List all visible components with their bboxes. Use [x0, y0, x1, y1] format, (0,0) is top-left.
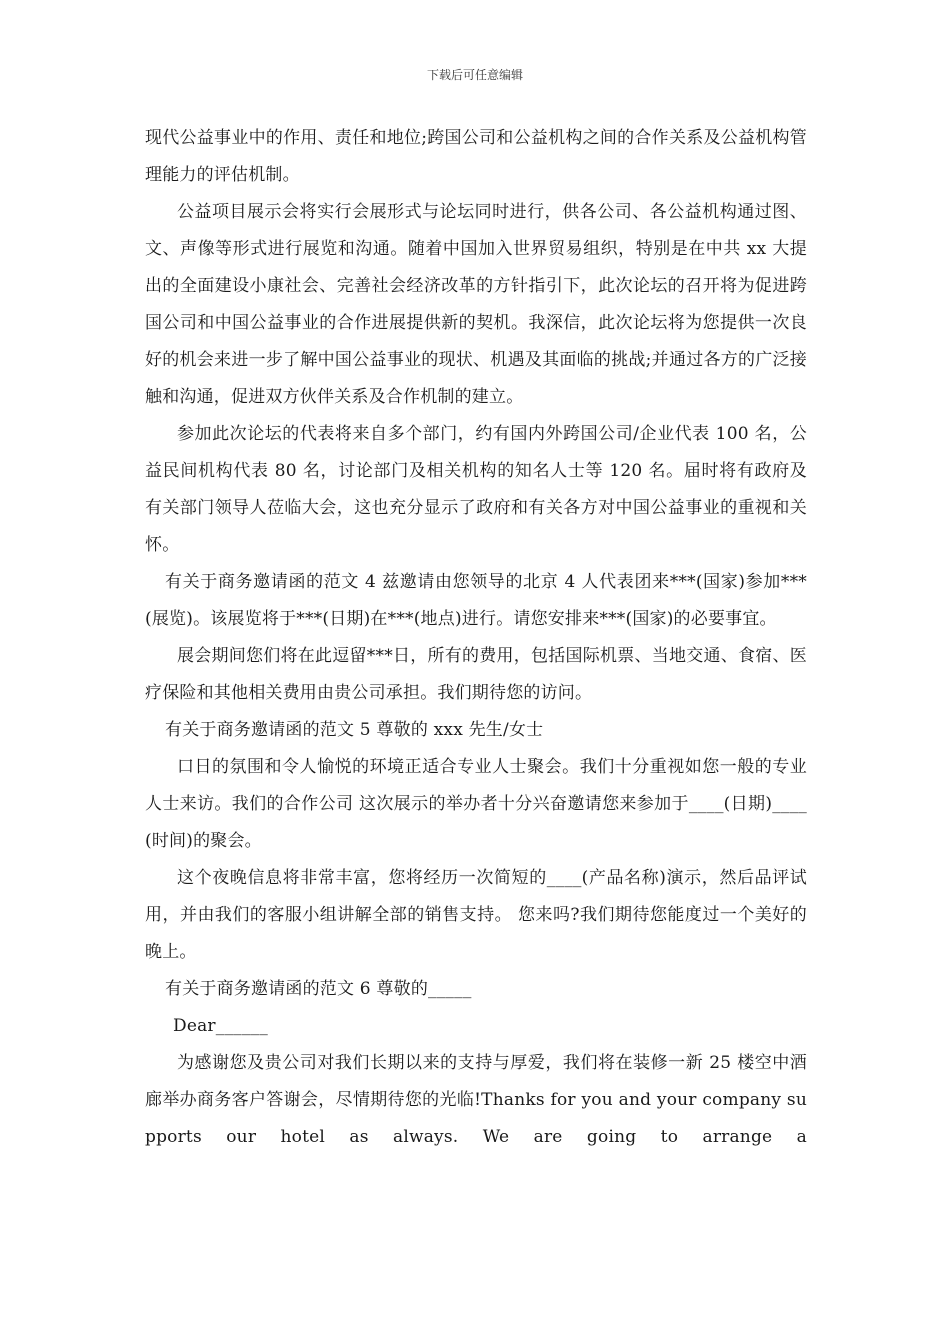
page-header: 下载后可任意编辑 [426, 68, 523, 82]
paragraph-3: 参加此次论坛的代表将来自多个部门，约有国内外跨国公司/企业代表 100 名，公益民间机构代表 80 名，讨论部门及相关机构的知名人士等 120 名。届时将有政府及有关部门领导人莅临大会，这也充分显示了政府和有关各方对中国公益事业的重视和关怀。 [145, 424, 807, 555]
dear-salutation: Dear______ [173, 1016, 268, 1036]
paragraph-2: 公益项目展示会将实行会展形式与论坛同时进行，供各公司、各公益机构通过图、文、声像等形式进行展览和沟通。随着中国加入世界贸易组织，特别是在中共 xx 大提出的全面建设小康社会、完善社会经济改革的方针指引下，此次论坛的召开将为促进跨国公司和中国公益事业的合作进展提供新的契机。我深信，此次论坛将为您提供一次良好的机会来进一步了解中国公益事业的现状、机遇及其面临的挑战;并通过各方的广泛接触和沟通，促进双方伙伴关系及合作机制的建立。 [145, 202, 807, 407]
paragraph-7: 口日的氛围和令人愉悦的环境正适合专业人士聚会。我们十分重视如您一般的专业人士来访。我们的合作公司 这次展示的举办者十分兴奋邀请您来参加于____(日期)____(时间)的聚会。 [145, 757, 807, 851]
paragraph-5: 展会期间您们将在此逗留***日，所有的费用，包括国际机票、当地交通、食宿、医疗保险和其他相关费用由贵公司承担。我们期待您的访问。 [145, 646, 807, 703]
document-body [145, 120, 807, 1156]
paragraph-11: 为感谢您及贵公司对我们长期以来的支持与厚爱，我们将在装修一新 25 楼空中酒廊举办商务客户答谢会，尽情期待您的光临!Thanks for you and your company supports our hotel as always. We are going to arrange a [145, 1053, 807, 1147]
paragraph-8: 这个夜晚信息将非常丰富，您将经历一次简短的____(产品名称)演示，然后品评试用，并由我们的客服小组讲解全部的销售支持。 您来吗?我们期待您能度过一个美好的晚上。 [145, 868, 807, 962]
paragraph-1: 现代公益事业中的作用、责任和地位;跨国公司和公益机构之间的合作关系及公益机构管理能力的评估机制。 [145, 128, 807, 185]
sample-5-heading: 有关于商务邀请函的范文 5 尊敬的 xxx 先生/女士 [165, 720, 544, 740]
sample-6-heading: 有关于商务邀请函的范文 6 尊敬的_____ [165, 979, 472, 999]
sample-4-heading-paragraph: 有关于商务邀请函的范文 4 兹邀请由您领导的北京 4 人代表团来***(国家)参加***(展览)。该展览将于***(日期)在***(地点)进行。请您安排来***(国家)的必要事宜。 [145, 572, 807, 629]
